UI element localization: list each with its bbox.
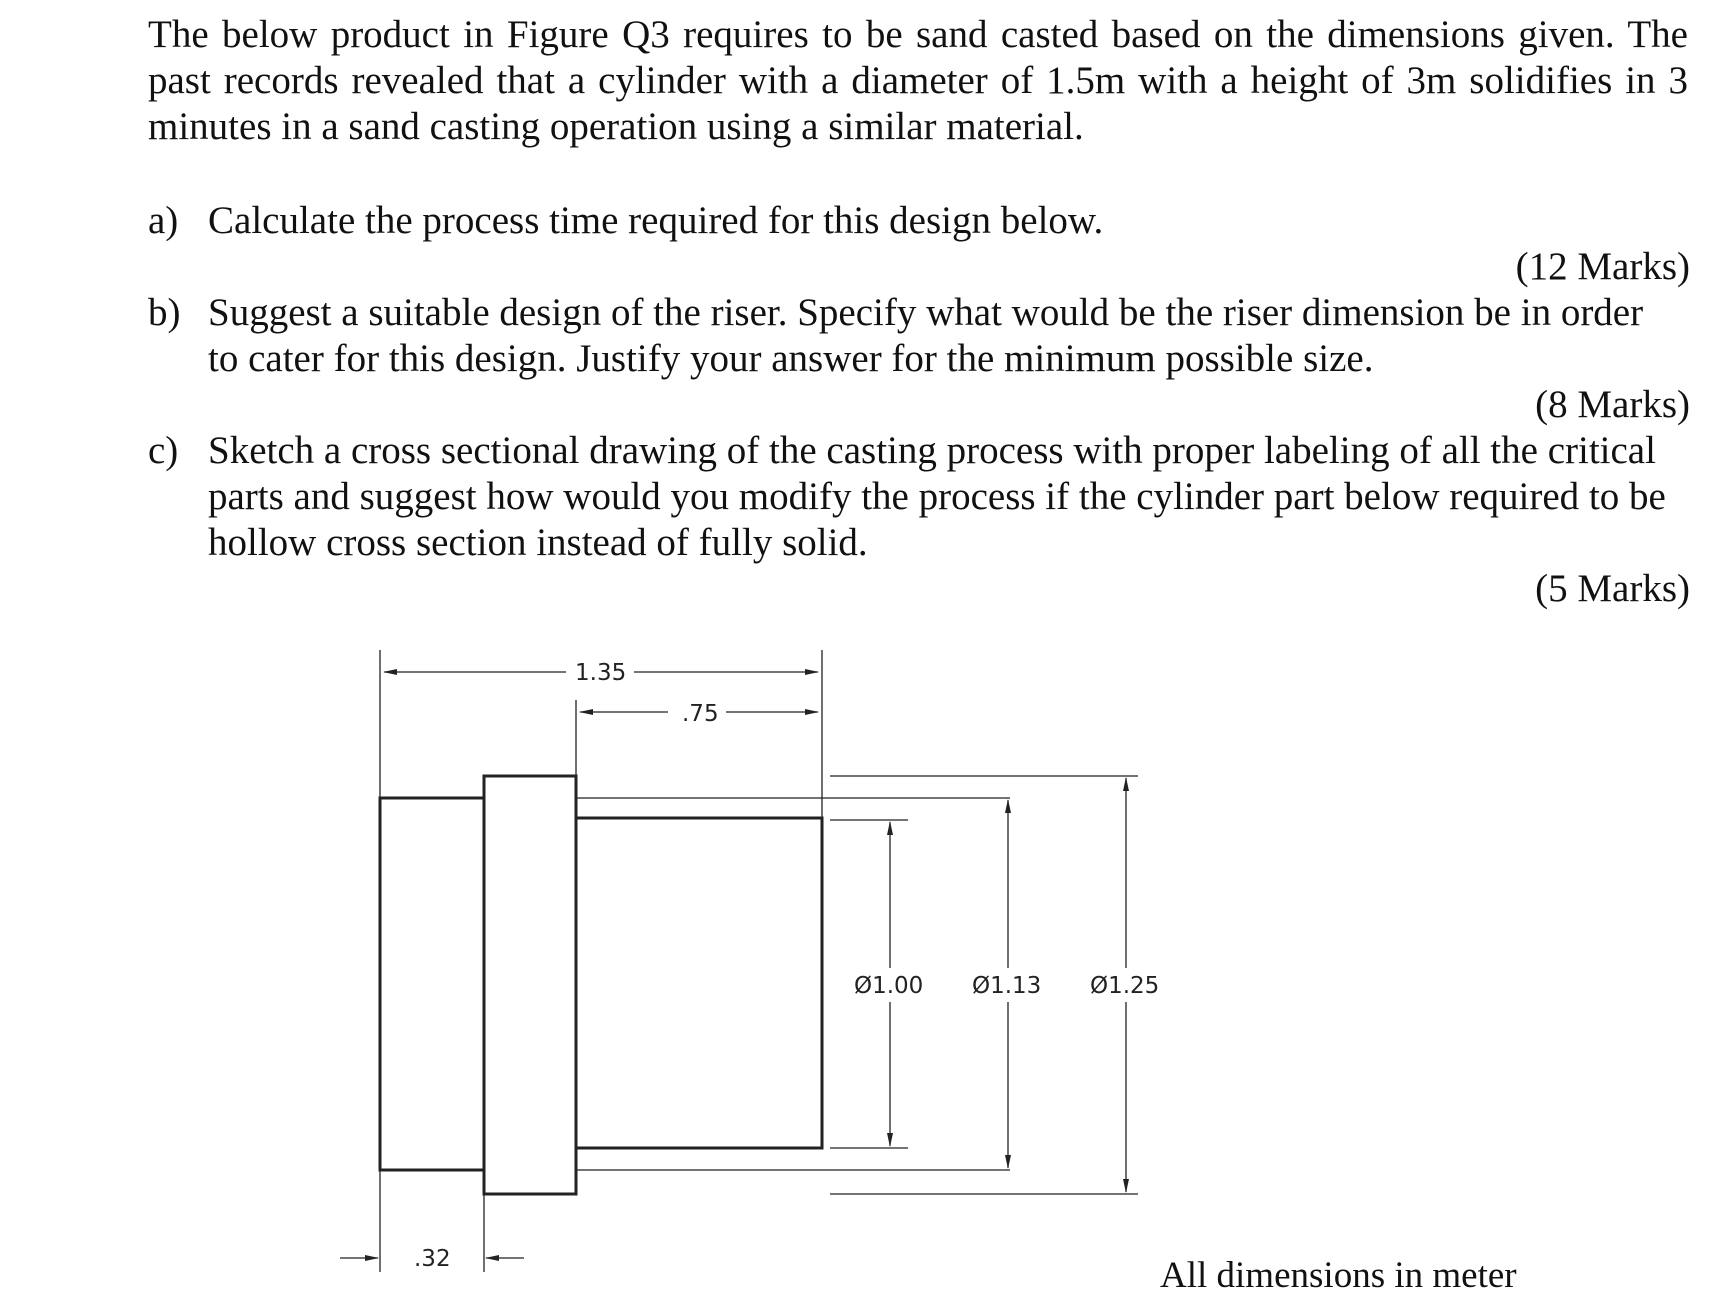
question-a-line-1: Calculate the process time required for this design below. xyxy=(208,199,1104,242)
question-b-label: b) xyxy=(148,291,181,334)
figure-caption: All dimensions in meter xyxy=(1160,1255,1517,1296)
dim-total-label: 1.35 xyxy=(575,660,627,686)
part-right-body xyxy=(576,818,822,1148)
question-a-label: a) xyxy=(148,199,179,242)
question-a-marks: (12 Marks) xyxy=(1515,245,1690,288)
question-c-line-1: Sketch a cross sectional drawing of the casting process with proper labeling of all the critical xyxy=(208,429,1656,472)
question-b-line-1: Suggest a suitable design of the riser. Specify what would be the riser dimension be in order xyxy=(208,291,1644,334)
dia-1-label: Ø1.00 xyxy=(854,973,924,999)
dia-3-label: Ø1.25 xyxy=(1090,973,1160,999)
question-c-line-3: hollow cross section instead of fully solid. xyxy=(208,521,868,564)
part-left-flange xyxy=(380,798,484,1170)
dim-right-label: .75 xyxy=(682,701,719,727)
intro-paragraph: The below product in Figure Q3 requires to be sand casted based on the dimensions given. The past records revealed that a cylinder with a diameter of 1.5m with a height of 3m solidifies in 3 minutes in a sand casting operation using a similar material. xyxy=(148,13,1688,148)
dim-left-label: .32 xyxy=(414,1246,451,1272)
question-c-label: c) xyxy=(148,429,179,472)
question-b-line-2: to cater for this design. Justify your answer for the minimum possible size. xyxy=(208,337,1374,380)
question-c-marks: (5 Marks) xyxy=(1535,567,1690,610)
question-c-line-2: parts and suggest how would you modify the process if the cylinder part below required to be xyxy=(208,475,1666,518)
question-b-marks: (8 Marks) xyxy=(1535,383,1690,426)
dia-2-label: Ø1.13 xyxy=(972,973,1042,999)
part-middle-flange xyxy=(484,776,576,1194)
